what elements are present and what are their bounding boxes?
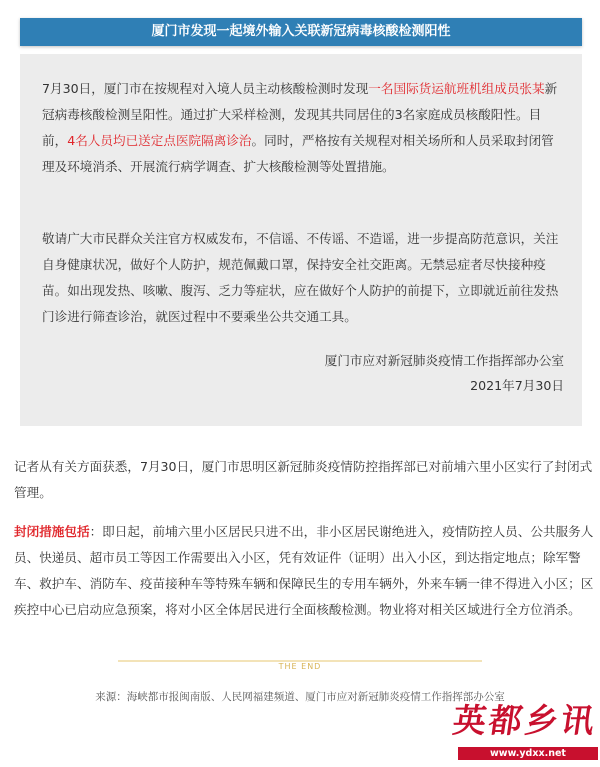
article-paragraph-2	[14, 519, 594, 623]
notice-p1-highlight-2: 4名人员均已送定点医院隔离诊治	[67, 133, 252, 148]
source-credit: 来源：海峡都市报闽南版、人民网福建频道、厦门市应对新冠肺炎疫情工作指挥部办公室	[95, 691, 505, 703]
notice-paragraph-1	[42, 76, 562, 180]
closure-measures-label: 封闭措施包括	[14, 524, 90, 539]
notice-paragraph-2: 敬请广大市民群众关注官方权威发布，不信谣、不传谣、不造谣，进一步提高防范意识，关注自身健康状况，做好个人防护，规范佩戴口罩，保持安全社交距离。无禁忌症者尽快接种疫苗。如出现发热、咳嗽、腹泻、乏力等症状，应在做好个人防护的前提下，立即就近前往发热门诊进行筛查诊治，就医过程中不要乘坐公共交通工具。	[42, 231, 559, 324]
notice-p1-highlight-1: 一名国际货运航班机组成员张某	[368, 81, 545, 96]
end-divider	[118, 660, 482, 672]
notice-p1-part-a: 7月30日，厦门市在按规程对入境人员主动核酸检测时发现	[42, 81, 369, 96]
watermark-name: 英都乡讯	[450, 701, 600, 740]
notice-signature: 厦门市应对新冠肺炎疫情工作指挥部办公室	[324, 353, 564, 368]
closure-measures-text: ：即日起，前埔六里小区居民只进不出，非小区居民谢绝进入，疫情防控人员、公共服务人员、快递员、超市员工等因工作需要出入小区，凭有效证件（证明）出入小区，到达指定地点；除军警车、救护车、消防车、疫苗接种车等特殊车辆和保障民生的专用车辆外，外来车辆一律不得进入小区；区疾控中心已启动应急预案，将对小区全体居民进行全面核酸检测。物业将对相关区域进行全方位消杀。	[14, 524, 594, 617]
notice-p1-part-c: 。同时，严格按有关规程对相关场所和人员采取封闭管理及环境消杀、开展流行病学调查、扩大核酸检测等处置措施。	[42, 133, 554, 174]
article-title: 厦门市发现一起境外输入关联新冠病毒核酸检测阳性	[20, 18, 582, 46]
article-paragraph-1: 记者从有关方面获悉，7月30日，厦门市思明区新冠肺炎疫情防控指挥部已对前埔六里小区实行了封闭式管理。	[14, 459, 593, 500]
watermark-url: www.ydxx.net	[458, 747, 598, 760]
notice-date: 2021年7月30日	[470, 378, 564, 393]
watermark-logo	[452, 701, 598, 763]
notice-p1-part-b: 新冠病毒核酸检测呈阳性。通过扩大采样检测，发现其共同居住的3名家庭成员核酸阳性。目前，	[42, 81, 558, 148]
end-mark: THE END	[278, 662, 322, 671]
